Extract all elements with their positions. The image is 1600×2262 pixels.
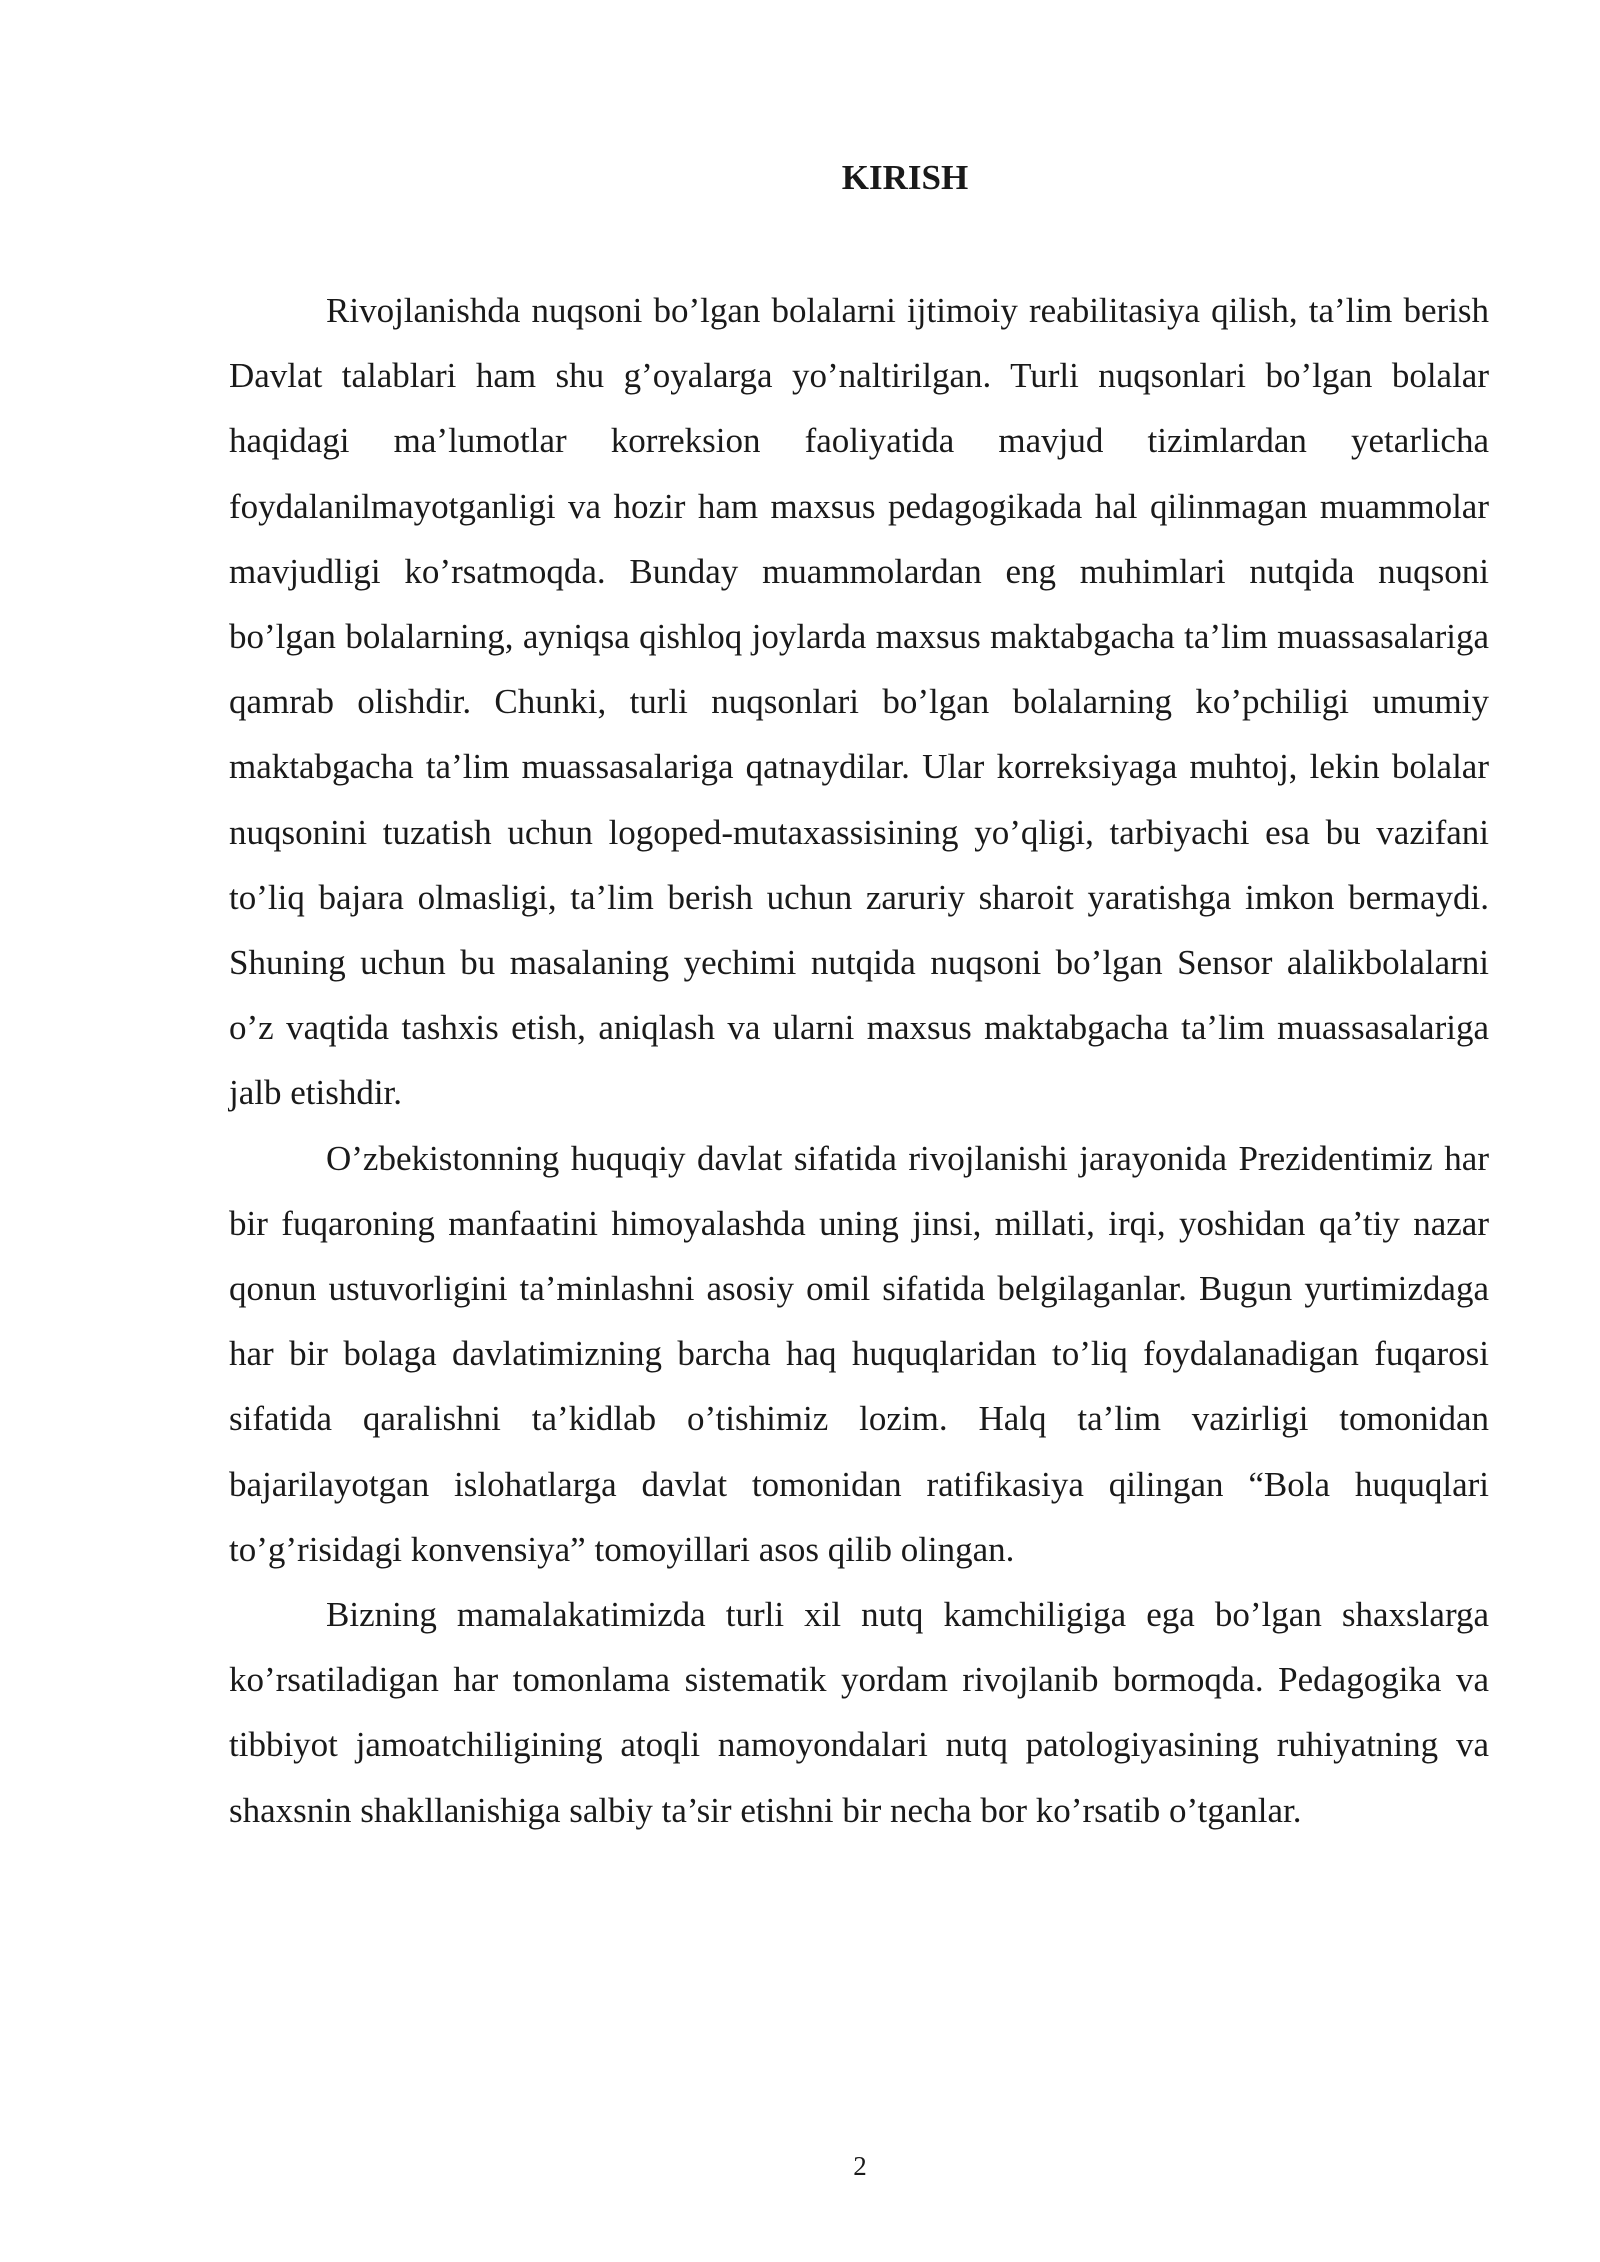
body-text — [229, 278, 1489, 1843]
paragraph-1: Rivojlanishda nuqsoni bo’lgan bolalarni ijtimoiy reabilitasiya qilish, ta’lim berish Davlat talablari ham shu g’oyalarga yo’naltirilgan. Turli nuqsonlari bo’lgan bolalar haqidagi ma’lumotlar korreksion faoliyatida mavjud tizimlardan yetarlicha foydalanilmayotganligi va hozir ham maxsus pedagogikada hal qilinmagan muammolar mavjudligi ko’rsatmoqda. Bunday muammolardan eng muhimlari nutqida nuqsoni bo’lgan bolalarning, ayniqsa qishloq joylarda maxsus maktabgacha ta’lim muassasalariga qamrab olishdir. Chunki, turli nuqsonlari bo’lgan bolalarning ko’pchiligi umumiy maktabgacha ta’lim muassasalariga qatnaydilar. Ular korreksiyaga muhtoj, lekin bolalar nuqsonini tuzatish uchun logoped-mutaxassisining yo’qligi, tarbiyachi esa bu vazifani to’liq bajara olmasligi, ta’lim berish uchun zaruriy sharoit yaratishga imkon bermaydi. Shuning uchun bu masalaning yechimi nutqida nuqsoni bo’lgan Sensor alalikbolalarni o’z vaqtida tashxis etish, aniqlash va ularni maxsus maktabgacha ta’lim muassasalariga jalb etishdir. — [229, 291, 1489, 1113]
paragraph-2: O’zbekistonning huquqiy davlat sifatida rivojlanishi jarayonida Prezidentimiz har bir fuqaroning manfaatini himoyalashda uning jinsi, millati, irqi, yoshidan qa’tiy nazar qonun ustuvorligini ta’minlashni asosiy omil sifatida belgilaganlar. Bugun yurtimizdaga har bir bolaga davlatimizning barcha haq huquqlaridan to’liq foydalanadigan fuqarosi sifatida qaralishni ta’kidlab o’tishimiz lozim. Halq ta’lim vazirligi tomonidan bajarilayotgan islohatlarga davlat tomonidan ratifikasiya qilingan “Bola huquqlari to’g’risidagi konvensiya” tomoyillari asos qilib olingan. — [229, 1138, 1489, 1569]
page-title: KIRISH — [841, 158, 969, 197]
paragraph-3: Bizning mamalakatimizda turli xil nutq kamchiligiga ega bo’lgan shaxslarga ko’rsatiladigan har tomonlama sistematik yordam rivojlanib bormoqda. Pedagogika va tibbiyot jamoatchiligining atoqli namoyondalari nutq patologiyasining ruhiyatning va shaxsnin shakllanishiga salbiy ta’sir etishni bir necha bor ko’rsatib o’tganlar. — [229, 1595, 1489, 1830]
page-number: 2 — [853, 2151, 867, 2181]
